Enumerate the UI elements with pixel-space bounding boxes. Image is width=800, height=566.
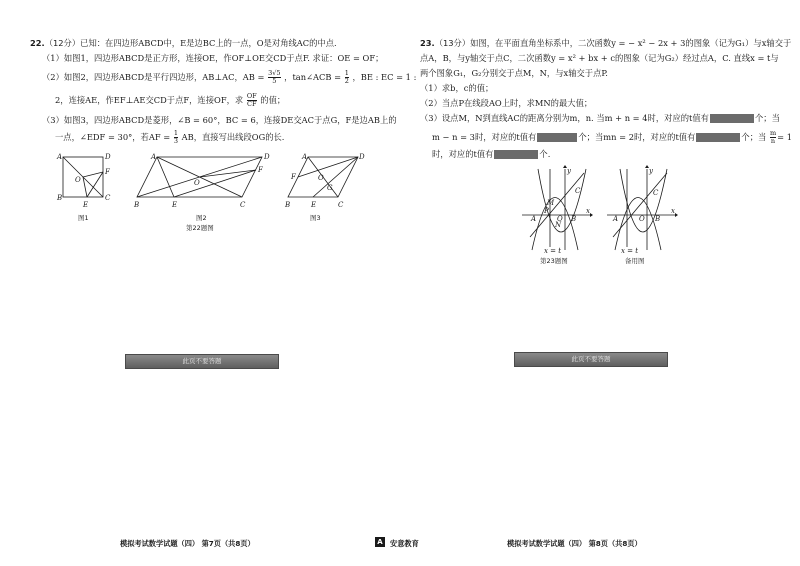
svg-text:G: G (327, 184, 333, 192)
q22-part3-text-b: 一点，∠EDF = 30°，若AF = (55, 132, 171, 142)
figure-3-label: 图3 (310, 214, 321, 222)
brand-logo-icon: A (375, 537, 385, 547)
figure-3-rhombus (283, 152, 363, 212)
n-denominator: n (770, 137, 776, 145)
redacted-answer-1 (710, 114, 754, 123)
q22-part2-line2 (55, 93, 285, 108)
svg-text:A: A (531, 215, 537, 223)
backup-figure-caption: 备用图 (625, 257, 645, 265)
svg-text:O: O (557, 215, 563, 223)
q22-points: （12分） (44, 38, 81, 48)
q23-line1 (420, 38, 791, 49)
axis-line-label-fig23: x = t (544, 247, 562, 255)
svg-text:B: B (285, 201, 291, 209)
svg-text:O: O (639, 215, 645, 223)
svg-text:O: O (318, 174, 324, 182)
svg-text:C: C (653, 189, 659, 197)
q22-tan-fraction (345, 70, 349, 85)
figure-23-graph (520, 165, 595, 255)
q23-part3-text-c1: 时，对应的t值有 (432, 149, 494, 159)
svg-text:F: F (291, 173, 296, 181)
q23-part3-line3 (432, 149, 550, 160)
q23-mn-fraction (770, 130, 776, 145)
figure-23-caption: 第23题图 (540, 257, 568, 265)
axis-line-label-backup: x = t (621, 247, 639, 255)
af-denominator: 3 (173, 137, 178, 145)
q23-part3-text-a-end: 个；当 (754, 113, 780, 123)
svg-text:D: D (105, 153, 111, 161)
q23-part2: （2）当点P在线段AO上时，求MN的最大值； (420, 98, 593, 108)
svg-text:F: F (105, 168, 110, 176)
q22-number: 22. (30, 38, 45, 48)
q23-line3: 两个图象G₁，G₂分别交于点M，N，与x轴交于点P. (420, 68, 608, 78)
q23-part3-line2 (432, 130, 792, 145)
figure-2-parallelogram (132, 152, 272, 212)
svg-text:N: N (555, 221, 562, 229)
svg-text:A: A (613, 215, 619, 223)
q23-part3-text-b2: 个；当mn = 2时，对应的t值有 (578, 132, 696, 142)
svg-text:B: B (134, 201, 140, 209)
svg-text:B: B (57, 194, 63, 202)
q23-part1: （1）求b，c的值； (420, 83, 494, 93)
no-answer-bar-left-text: 此页不要答题 (182, 357, 222, 365)
q22-part2-text-a: （2）如图2，四边形ABCD是平行四边形，AB⊥AC，AB = (42, 72, 265, 82)
no-answer-bar-right-text: 此页不要答题 (571, 355, 611, 363)
q22-af-fraction (174, 130, 178, 145)
of-numerator: OF (246, 92, 257, 100)
figure-22-caption: 第22题图 (186, 224, 214, 232)
svg-text:B: B (571, 215, 577, 223)
brand-name: 安意教育 (390, 539, 419, 548)
q22-part2-line2-a: 2，连接AE，作EF⊥AE交CD于点F，连接OF，求 (55, 95, 244, 105)
q23-part3-line1 (420, 113, 780, 124)
q22-part2-text-c: ，BE : EC = 1 : (352, 72, 417, 82)
svg-text:O: O (194, 179, 200, 187)
q22-stem-text: 已知：在四边形ABCD中，E是边BC上的一点，O是对角线AC的中点. (80, 38, 337, 48)
q22-ab-fraction (268, 70, 280, 85)
no-answer-bar-right (514, 352, 668, 367)
svg-text:C: C (338, 201, 344, 209)
q22-part3-text-c: AB，直接写出线段OG的长. (181, 132, 285, 142)
svg-text:x: x (671, 207, 675, 215)
svg-text:E: E (311, 201, 317, 209)
svg-text:M: M (547, 199, 555, 207)
figure-2-label: 图2 (196, 214, 207, 222)
ab-numerator: 3√5 (268, 69, 281, 77)
svg-text:E: E (172, 201, 178, 209)
q22-part1: （1）如图1，四边形ABCD是正方形，连接OE，作OF⊥OE交CD于点F. 求证：OE = OF； (42, 53, 384, 63)
backup-graph (605, 165, 680, 255)
redacted-answer-2 (537, 133, 577, 142)
svg-text:F: F (258, 166, 263, 174)
svg-text:P: P (544, 207, 549, 215)
redacted-answer-4 (494, 150, 538, 159)
svg-text:O: O (75, 176, 81, 184)
svg-text:C: C (575, 187, 581, 195)
svg-text:C: C (105, 194, 111, 202)
q23-points: （13分） (434, 38, 471, 48)
q23-line1-text: 如图，在平面直角坐标系中，二次函数y = − x² − 2x + 3的图象（记为G₁）与x轴交于 (470, 38, 792, 48)
q22-part2-line1 (42, 70, 416, 85)
q23-number: 23. (420, 38, 435, 48)
svg-text:D: D (359, 153, 365, 161)
q23-part3-text-b3: 个；当 (741, 132, 767, 142)
m-numerator: m (769, 129, 777, 137)
q23-part3-text-a: （3）设点M，N到直线AC的距离分别为m，n. 当m + n = 4时，对应的t值有 (420, 113, 709, 123)
right-page (400, 0, 800, 566)
tan-denominator: 2 (344, 77, 349, 85)
af-numerator: 1 (173, 129, 178, 137)
q22-stem (30, 38, 337, 49)
q22-part2-line2-b: 的值； (260, 95, 286, 105)
q22-part2-text-b: ，tan∠ACB = (284, 72, 342, 82)
q22-part3-line2 (55, 130, 284, 145)
cf-denominator: CF (246, 100, 257, 108)
redacted-answer-3 (696, 133, 740, 142)
svg-text:x: x (586, 207, 590, 215)
svg-text:A: A (57, 153, 63, 161)
footer-left: 模拟考试数学试题（四） 第7页（共8页） (120, 539, 255, 548)
svg-text:A: A (302, 153, 308, 161)
q23-part3-text-b1: m − n = 3时，对应的t值有 (432, 132, 537, 142)
svg-text:B: B (655, 215, 661, 223)
svg-text:y: y (649, 167, 653, 175)
svg-text:D: D (264, 153, 270, 161)
footer-right: 模拟考试数学试题（四） 第8页（共8页） (507, 539, 642, 548)
svg-text:y: y (567, 167, 571, 175)
svg-text:E: E (83, 201, 89, 209)
q22-ofcf-fraction (247, 93, 257, 108)
no-answer-bar-left (125, 354, 279, 369)
figure-1-label: 图1 (78, 214, 89, 222)
ab-denominator: 5 (268, 77, 280, 85)
q23-part3-text-c2: 个. (539, 149, 551, 159)
svg-text:C: C (240, 201, 246, 209)
tan-numerator: 1 (344, 69, 349, 77)
q23-part3-text-b4: = 1 (777, 132, 792, 142)
figure-1-square (55, 152, 115, 212)
q23-line2: 点A，B，与y轴交于点C，二次函数y = x² + bx + c的图象（记为G₂）经过点A，C. 直线x = t与 (420, 53, 779, 63)
q22-part3-line1: （3）如图3，四边形ABCD是菱形，∠B = 60°，BC = 6，连接DE交AC于点G，F是边AB上的 (42, 115, 397, 125)
svg-text:A: A (151, 153, 157, 161)
